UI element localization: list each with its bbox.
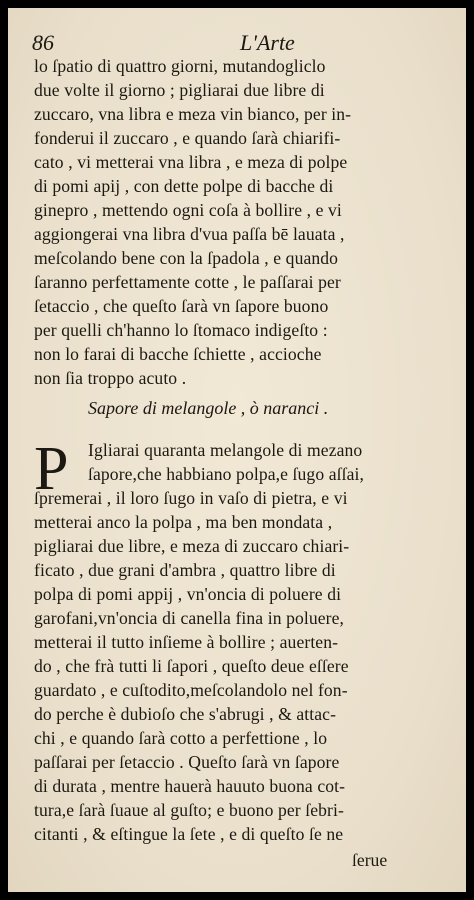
running-title: L'Arte xyxy=(240,30,295,55)
text-line: polpa di pomi appij , vn'oncia di poluere di xyxy=(34,584,342,604)
text-line: ſpremerai , il loro ſugo in vaſo di pietra, e vi xyxy=(34,488,348,508)
text-line: ſaranno perfettamente cotte , le paſſarai per xyxy=(34,272,341,292)
page-number: 86 xyxy=(32,30,54,55)
text-line: lo ſpatio di quattro giorni, mutandogliclo xyxy=(34,56,326,76)
text-line: do , che frà tutti li ſapori , queſto deue eſſere xyxy=(34,656,349,676)
text-line: ginepro , mettendo ogni coſa à bollire , e vi xyxy=(34,200,342,220)
text-line: tura,e ſarà ſuaue al guſto; e buono per ſebri- xyxy=(34,800,344,820)
catchword: ſerue xyxy=(352,850,388,870)
text-line: do perche è dubioſo che s'abrugi , & attac- xyxy=(34,704,337,724)
text-line: non lo farai di bacche ſchiette , accioche xyxy=(34,344,322,364)
text-line: due volte il giorno ; pigliarai due libre di xyxy=(34,80,325,100)
text-line: ſapore,che habbiano polpa,e ſugo aſſai, xyxy=(88,464,365,484)
book-page xyxy=(8,8,466,892)
text-line: metterai anco la polpa , ma ben mondata , xyxy=(34,512,333,532)
text-line: chi , e quando ſarà cotto a perfettione , lo xyxy=(34,728,328,748)
text-line: ficato , due grani d'ambra , quattro libre di xyxy=(34,560,336,580)
text-line: aggiongerai vna libra d'vua paſſa bē lauata , xyxy=(34,224,345,244)
text-line: paſſarai per ſetaccio . Queſto ſarà vn ſapore xyxy=(34,752,340,772)
text-line: di pomi apij , con dette polpe di bacche di xyxy=(34,176,334,196)
text-line: citanti , & eſtingue la ſete , e di queſto ſe ne xyxy=(34,824,344,844)
text-line: ſetaccio , che queſto ſarà vn ſapore buono xyxy=(34,296,329,316)
text-line: cato , vi metterai vna libra , e meza di polpe xyxy=(34,152,348,172)
text-line: zuccaro, vna libra e meza vin bianco, per in- xyxy=(34,104,352,124)
section-heading: Sapore di melangole , ò naranci . xyxy=(88,398,329,418)
text-line: pigliarai due libre, e meza di zuccaro chiari- xyxy=(34,536,350,556)
text-line: per quelli ch'hanno lo ſtomaco indigeſto : xyxy=(34,320,328,340)
text-line: di durata , mentre hauerà hauuto buona cot- xyxy=(34,776,346,796)
text-line: garofani,vn'oncia di canella fina in poluere, xyxy=(34,608,345,628)
text-line: guardato , e cuſtodito,meſcolandolo nel fon- xyxy=(34,680,348,700)
drop-cap: P xyxy=(34,435,69,503)
text-line: fonderui il zuccaro , e quando ſarà chiarifi- xyxy=(34,128,341,148)
text-line: meſcolando bene con la ſpadola , e quando xyxy=(34,248,339,268)
text-line: non ſia troppo acuto . xyxy=(34,368,187,388)
text-line: Igliarai quaranta melangole di mezano xyxy=(88,440,363,460)
text-line: metterai il tutto inſieme à bollire ; auerten- xyxy=(34,632,339,652)
